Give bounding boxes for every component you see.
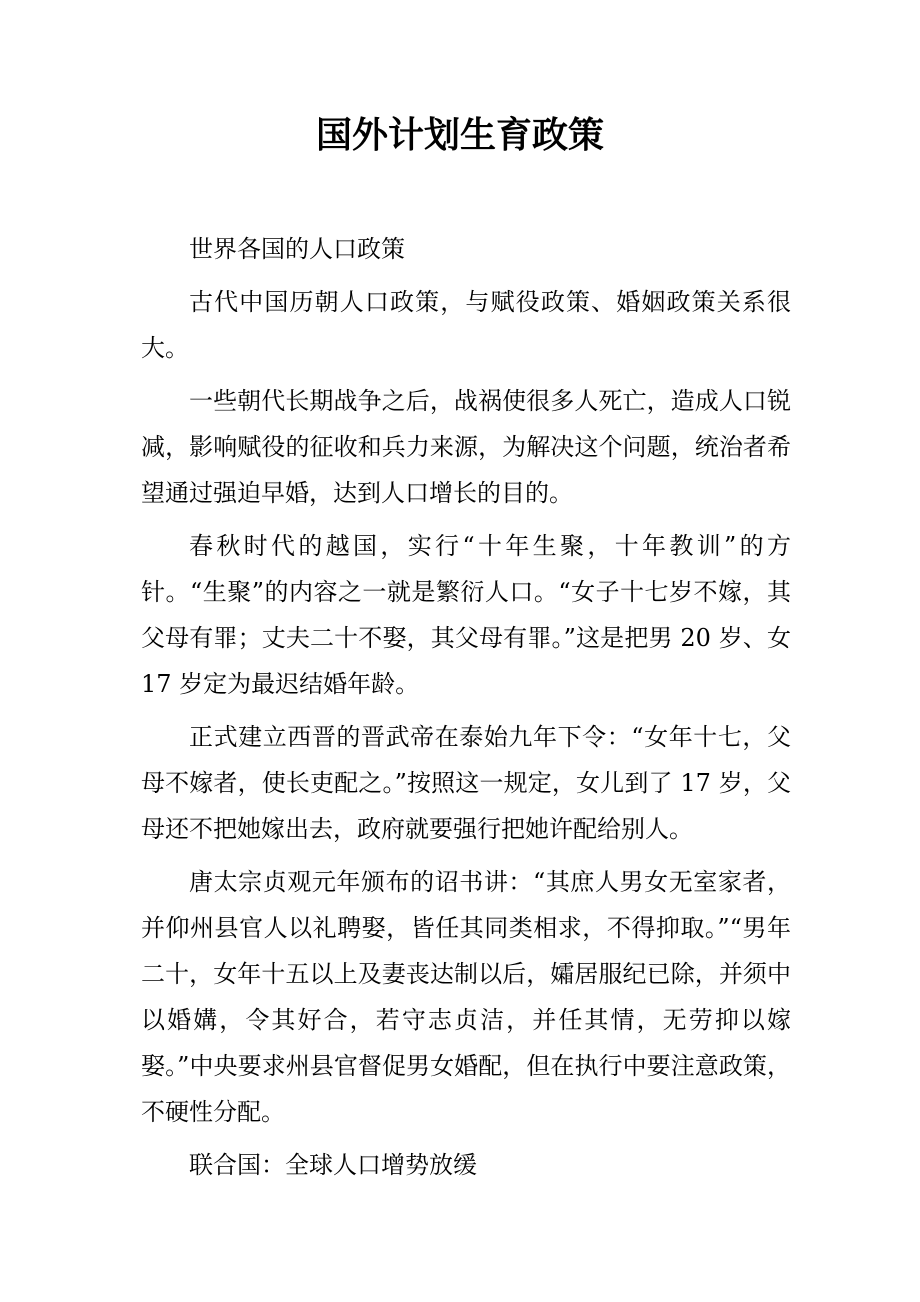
section-heading: 联合国：全球人口增势放缓 [189,1151,477,1179]
paragraph: 一些朝代长期战争之后，战祸使很多人死亡，造成人口锐减，影响赋役的征收和兵力来源，为解决这个问题，统治者希望通过强迫早婚，达到人口增长的目的。 [141,387,791,507]
paragraph: 唐太宗贞观元年颁布的诏书讲：“其庶人男女无室家者，并仰州县官人以礼聘娶，皆任其同类相求，不得抑取。”“男年二十，女年十五以上及妻丧达制以后，孀居服纪已除，并须中以婚媾，令其好合，若守志贞洁，并任其情，无劳抑以嫁娶。”中央要求州县官督促男女婚配，但在执行中要注意政策，不硬性分配。 [141,868,791,1126]
document-body [141,226,791,1195]
paragraph: 古代中国历朝人口政策，与赋役政策、婚姻政策关系很大。 [141,288,791,362]
document-title: 国外计划生育政策 [315,115,604,156]
section-heading: 世界各国的人口政策 [189,235,405,263]
paragraph: 春秋时代的越国，实行“十年生聚，十年教训”的方针。“生聚”的内容之一就是繁衍人口。“女子十七岁不嫁，其父母有罪；丈夫二十不娶，其父母有罪。”这是把男 20 岁、女 17 岁定为最迟结婚年龄。 [141,532,791,698]
paragraph: 正式建立西晋的晋武帝在泰始九年下令：“女年十七，父母不嫁者，使长吏配之。”按照这一规定，女儿到了 17 岁，父母还不把她嫁出去，政府就要强行把她许配给别人。 [141,723,791,843]
